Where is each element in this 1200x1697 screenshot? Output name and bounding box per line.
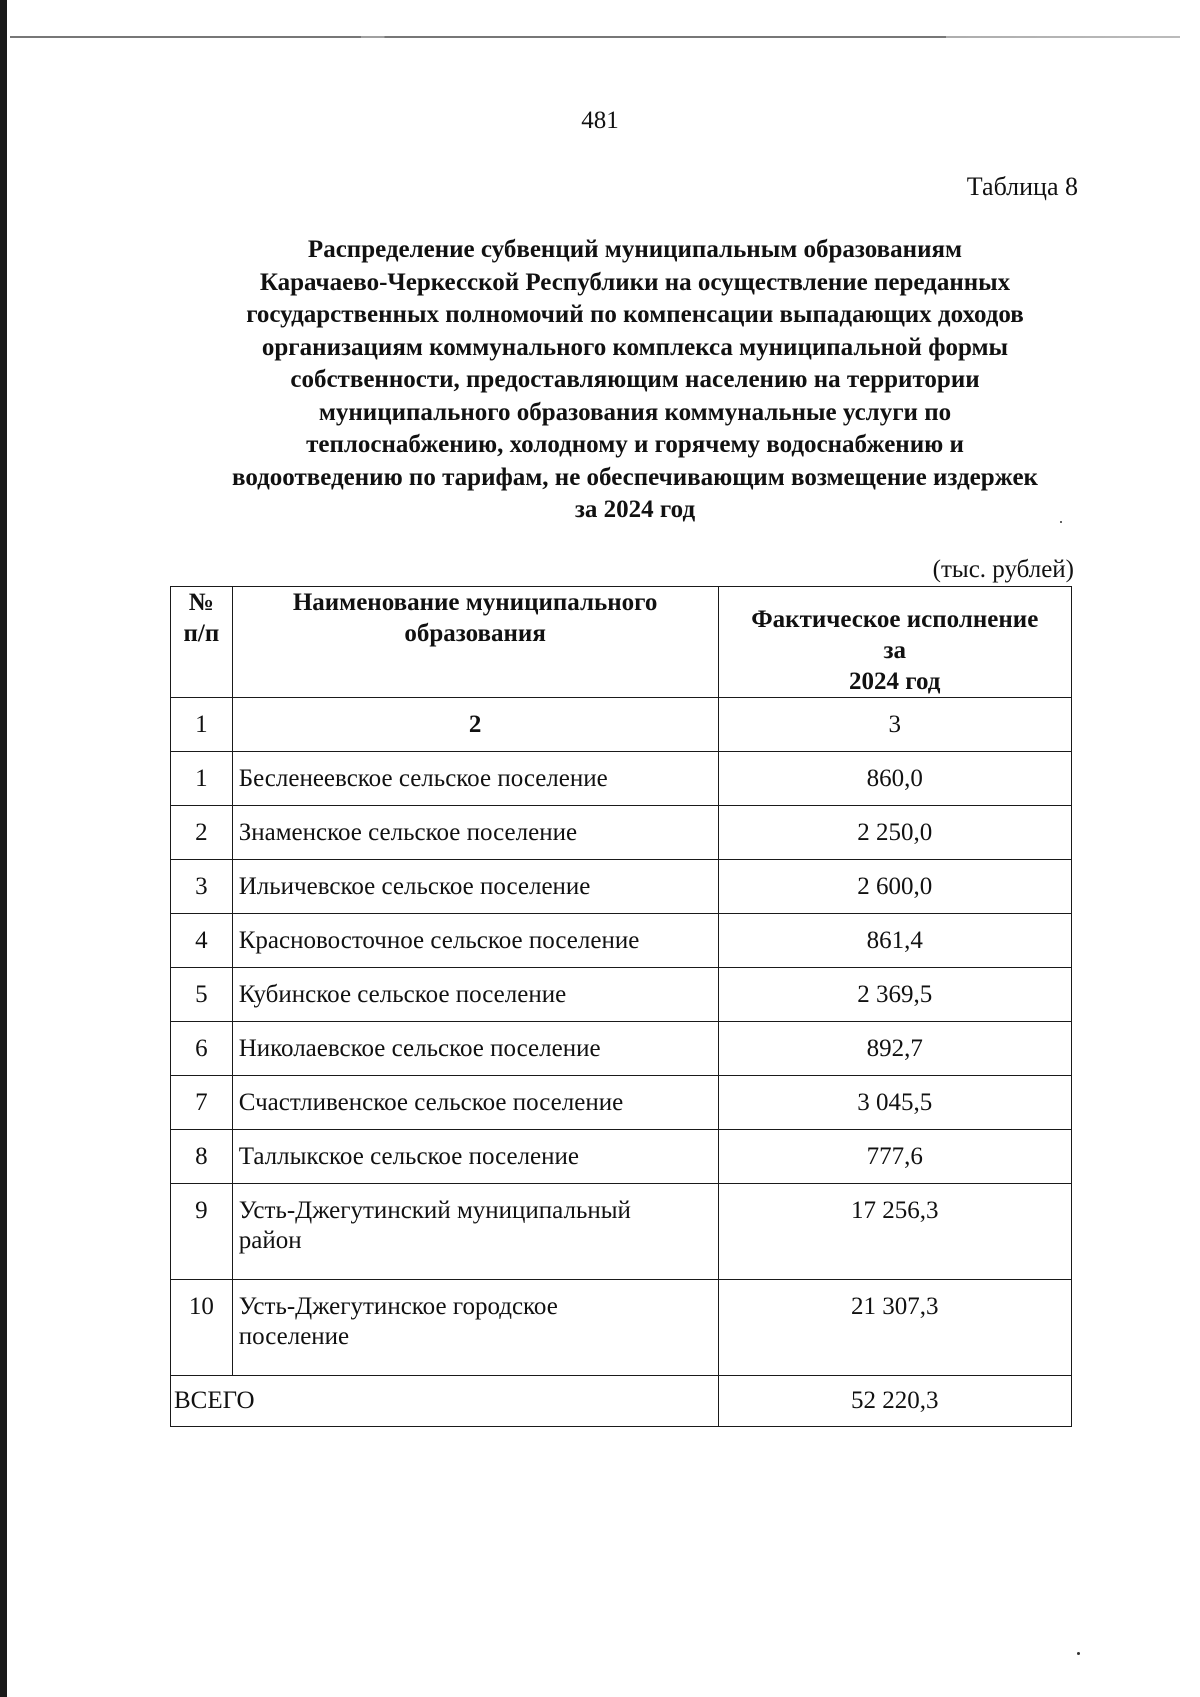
row-name: Ильичевское сельское поселение bbox=[232, 860, 718, 914]
row-value: 2 600,0 bbox=[718, 860, 1072, 914]
title-line: государственных полномочий по компенсации выпадающих доходов bbox=[246, 301, 1024, 328]
title-line: за 2024 год bbox=[574, 496, 696, 523]
total-row bbox=[171, 1376, 1072, 1427]
document-title bbox=[170, 234, 1100, 527]
row-value: 17 256,3 bbox=[718, 1184, 1072, 1280]
row-name: Бесленеевское сельское поселение bbox=[232, 752, 718, 806]
table-row bbox=[171, 1184, 1072, 1280]
header-value-line: 2024 год bbox=[849, 668, 941, 695]
header-value-line: за bbox=[883, 637, 907, 664]
row-number: 7 bbox=[171, 1076, 233, 1130]
table-row bbox=[171, 752, 1072, 806]
row-name-line: Усть-Джегутинский муниципальный bbox=[238, 1197, 631, 1224]
column-number: 2 bbox=[232, 698, 718, 752]
header-name-line: Наименование муниципального bbox=[292, 589, 658, 616]
table-row bbox=[171, 860, 1072, 914]
row-value: 892,7 bbox=[718, 1022, 1072, 1076]
column-number: 1 bbox=[171, 698, 233, 752]
table-label: Таблица 8 bbox=[966, 172, 1078, 201]
table-row bbox=[171, 1022, 1072, 1076]
table-row bbox=[171, 1076, 1072, 1130]
row-name: Николаевское сельское поселение bbox=[232, 1022, 718, 1076]
scan-speck bbox=[1077, 1652, 1080, 1655]
row-value: 777,6 bbox=[718, 1130, 1072, 1184]
table-header-row bbox=[171, 587, 1072, 698]
title-line: водоотведению по тарифам, не обеспечивающим возмещение издержек bbox=[232, 463, 1038, 491]
title-line: муниципального образования коммунальные услуги по bbox=[318, 398, 952, 426]
title-line: Карачаево-Черкесской Республики на осуществление переданных bbox=[259, 268, 1011, 296]
scan-speck bbox=[1060, 521, 1062, 523]
row-number: 5 bbox=[171, 968, 233, 1022]
subventions-table bbox=[170, 586, 1072, 1427]
total-label: ВСЕГО bbox=[171, 1376, 719, 1427]
header-number bbox=[171, 587, 233, 698]
header-value bbox=[718, 587, 1072, 698]
row-name: Таллыкское сельское поселение bbox=[232, 1130, 718, 1184]
header-number-line: № bbox=[188, 589, 214, 616]
row-name bbox=[232, 1280, 718, 1376]
title-line: теплоснабжению, холодному и горячему водоснабжению и bbox=[306, 431, 964, 458]
row-number: 2 bbox=[171, 806, 233, 860]
header-name bbox=[232, 587, 718, 698]
table-row bbox=[171, 806, 1072, 860]
row-number: 1 bbox=[171, 752, 233, 806]
table-row bbox=[171, 1280, 1072, 1376]
title-line: организациям коммунального комплекса муниципальной формы bbox=[261, 333, 1009, 361]
row-number: 10 bbox=[171, 1280, 233, 1376]
row-value: 2 250,0 bbox=[718, 806, 1072, 860]
header-name-line: образования bbox=[404, 620, 546, 647]
column-number: 3 bbox=[718, 698, 1072, 752]
row-name bbox=[232, 1184, 718, 1280]
row-name-line: поселение bbox=[238, 1323, 350, 1350]
row-value: 21 307,3 bbox=[718, 1280, 1072, 1376]
row-number: 9 bbox=[171, 1184, 233, 1280]
title-line: Распределение субвенций муниципальным образованиям bbox=[307, 236, 963, 263]
row-name: Знаменское сельское поселение bbox=[232, 806, 718, 860]
table-row bbox=[171, 914, 1072, 968]
row-number: 3 bbox=[171, 860, 233, 914]
row-value: 861,4 bbox=[718, 914, 1072, 968]
row-name-line: район bbox=[238, 1227, 302, 1254]
row-value: 860,0 bbox=[718, 752, 1072, 806]
header-number-line: п/п bbox=[183, 620, 220, 647]
row-number: 6 bbox=[171, 1022, 233, 1076]
row-name: Счастливенское сельское поселение bbox=[232, 1076, 718, 1130]
header-value-line: Фактическое исполнение bbox=[751, 606, 1039, 633]
table-row bbox=[171, 968, 1072, 1022]
row-value: 2 369,5 bbox=[718, 968, 1072, 1022]
row-value: 3 045,5 bbox=[718, 1076, 1072, 1130]
page-number: 481 bbox=[581, 107, 619, 134]
row-name: Кубинское сельское поселение bbox=[232, 968, 718, 1022]
column-number-row bbox=[171, 698, 1072, 752]
scan-edge-bar bbox=[0, 0, 7, 1697]
row-number: 4 bbox=[171, 914, 233, 968]
row-name-line: Усть-Джегутинское городское bbox=[238, 1293, 558, 1320]
total-value: 52 220,3 bbox=[718, 1376, 1072, 1427]
unit-note: (тыс. рублей) bbox=[932, 556, 1074, 583]
row-name: Красновосточное сельское поселение bbox=[232, 914, 718, 968]
row-number: 8 bbox=[171, 1130, 233, 1184]
table-row bbox=[171, 1130, 1072, 1184]
scan-top-line bbox=[10, 36, 1180, 38]
title-line: собственности, предоставляющим населению на территории bbox=[290, 366, 980, 393]
